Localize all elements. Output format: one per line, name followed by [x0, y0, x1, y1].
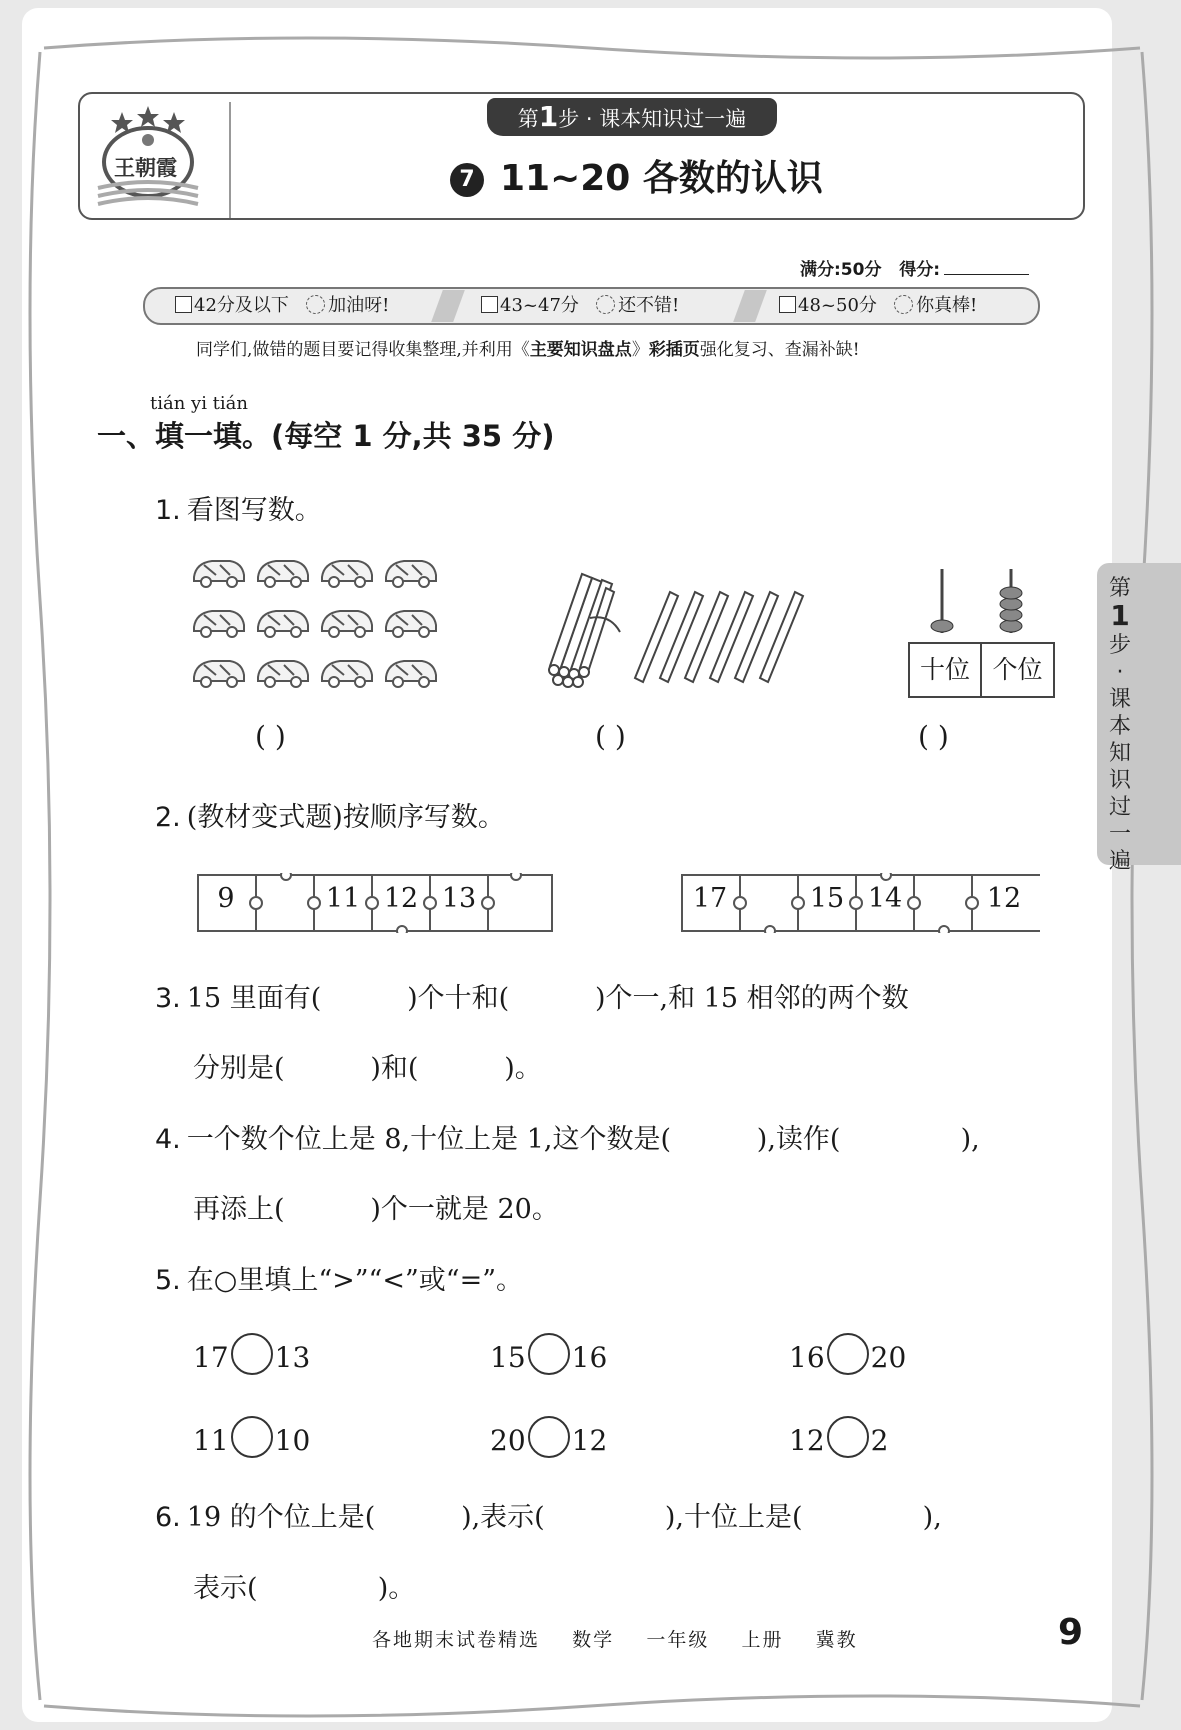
question-3-line-2: 分别是( )和( )。: [193, 1053, 542, 1084]
puzzle-number: 12: [383, 883, 419, 914]
compare-circle[interactable]: [528, 1416, 570, 1458]
compare-item: 12 2: [789, 1416, 888, 1458]
checkbox[interactable]: [779, 296, 796, 313]
instruction-note: 同学们,做错的题目要记得收集整理,并利用《主要知识盘点》彩插页强化复习、查漏补缺!: [196, 340, 860, 360]
side-step-tab: [1097, 563, 1181, 874]
puzzle-number: 11: [325, 883, 361, 914]
cars-picture: [190, 555, 440, 705]
brand-logo: [92, 100, 204, 210]
compare-item: 20 12: [490, 1416, 607, 1458]
chapter-title: 7 11~20 各数的认识: [450, 150, 823, 201]
ones-label: 个位: [992, 655, 1043, 684]
puzzle-row-1: [196, 873, 556, 933]
abacus-place-box: [908, 642, 1055, 698]
grade-option-low[interactable]: 42分及以下 加油呀!: [175, 289, 389, 323]
logo-separator: [229, 102, 231, 218]
question-3: 3. 15 里面有( )个十和( )个一,和 15 相邻的两个数: [155, 983, 909, 1014]
smiley-icon: [894, 295, 913, 314]
question-6-line-2: 表示( )。: [193, 1573, 416, 1604]
answer-blank-1[interactable]: ( ): [255, 720, 286, 753]
score-blank[interactable]: [944, 274, 1029, 275]
compare-circle[interactable]: [231, 1416, 273, 1458]
section-title: 一、填一填。(每空 1 分,共 35 分): [97, 419, 555, 453]
grade-option-high[interactable]: 48~50分 你真棒!: [779, 289, 977, 323]
footer-text: 各地期末试卷精选 数学 一年级 上册 冀教: [372, 1629, 858, 1651]
logo-text: 王朝霞: [114, 155, 177, 180]
score-line: 满分:50分 得分:: [800, 255, 1029, 280]
compare-item: 15 16: [490, 1333, 607, 1375]
compare-item: 11 10: [193, 1416, 310, 1458]
puzzle-number: 12: [986, 883, 1022, 914]
smiley-icon: [596, 295, 615, 314]
puzzle-number: 9: [217, 883, 235, 914]
answer-blank-3[interactable]: ( ): [918, 720, 949, 753]
page-number: 9: [1058, 1612, 1084, 1653]
side-tab-prefix: 第: [1108, 576, 1131, 601]
smiley-icon: [306, 295, 325, 314]
puzzle-number: 15: [809, 883, 845, 914]
abacus-rods: [905, 565, 1055, 635]
grade-option-mid[interactable]: 43~47分 还不错!: [481, 289, 679, 323]
question-5: 5. 在○里填上“>”“<”或“=”。: [155, 1265, 524, 1296]
question-6: 6. 19 的个位上是( ),表示( ),十位上是( ),: [155, 1502, 942, 1533]
answer-blank-2[interactable]: ( ): [595, 720, 626, 753]
compare-circle[interactable]: [827, 1416, 869, 1458]
compare-item: 17 13: [193, 1333, 310, 1375]
compare-item: 16 20: [789, 1333, 906, 1375]
compare-circle[interactable]: [528, 1333, 570, 1375]
compare-circle[interactable]: [231, 1333, 273, 1375]
puzzle-row-2: [680, 873, 1040, 933]
side-tab-text: 步·课本知识过一遍: [1108, 633, 1131, 874]
checkbox[interactable]: [481, 296, 498, 313]
chapter-number-badge: 7: [450, 163, 484, 197]
question-4-line-2: 再添上( )个一就是 20。: [193, 1194, 559, 1225]
sticks-picture: [540, 570, 810, 690]
question-4: 4. 一个数个位上是 8,十位上是 1,这个数是( ),读作( ),: [155, 1124, 980, 1155]
section-pinyin: tián yi tián: [150, 393, 248, 414]
puzzle-number: 13: [441, 883, 477, 914]
tens-label: 十位: [910, 644, 982, 696]
question-1: 1. 看图写数。: [155, 495, 322, 526]
side-tab-step: 1: [1110, 599, 1130, 632]
puzzle-number: 14: [867, 883, 903, 914]
checkbox[interactable]: [175, 296, 192, 313]
grade-bar: [143, 287, 1040, 325]
step-tab: 第1步 · 课本知识过一遍: [487, 98, 777, 136]
question-2: 2. (教材变式题)按顺序写数。: [155, 802, 505, 833]
compare-circle[interactable]: [827, 1333, 869, 1375]
puzzle-number: 17: [692, 883, 728, 914]
step-number: 1: [538, 100, 559, 133]
